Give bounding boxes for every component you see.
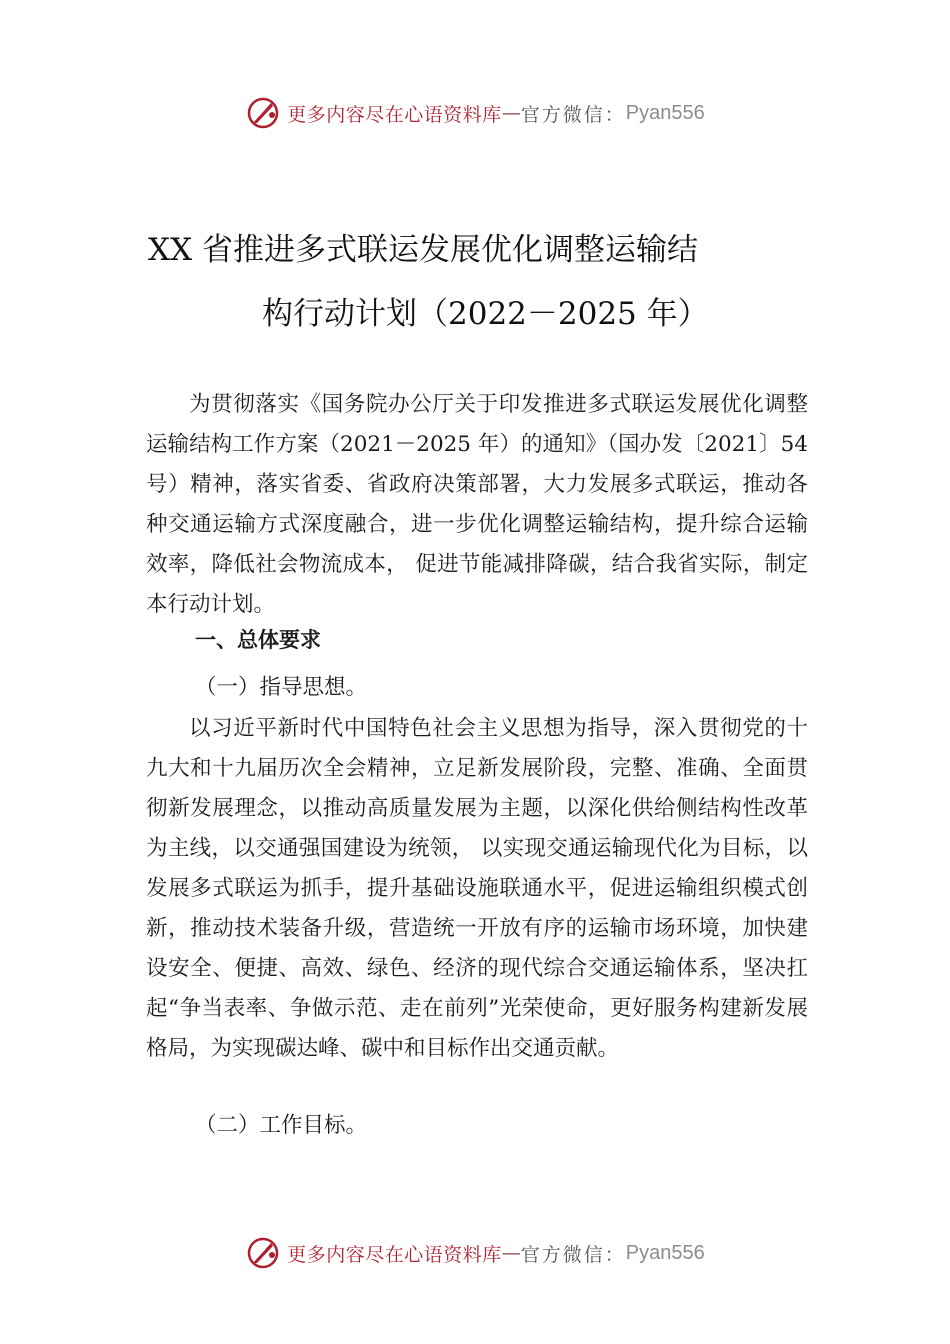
watermark-wechat-label: 官方微信： bbox=[520, 1243, 626, 1266]
section-heading-1: 一、总体要求 bbox=[195, 628, 321, 652]
pen-feather-logo-icon bbox=[245, 1235, 281, 1271]
intro-paragraph: 为贯彻落实《国务院办公厅关于印发推进多式联运发展优化调整运输结构工作方案（2021－2025 年）的通知》（国办发〔2021〕54 号）精神，落实省委、省政府决策部署，大力发展多式联运，推动各种交通运输方式深度融合，进一步优化调整运输结构，提升综合运输效率，降低社会物流成本， 促进节能减排降碳，结合我省实际，制定本行动计划。 bbox=[146, 392, 808, 617]
watermark-wechat-id: Pyan556 bbox=[625, 1241, 705, 1264]
intro-paragraph-block bbox=[146, 385, 808, 625]
header-watermark bbox=[0, 93, 950, 133]
guiding-thought-block bbox=[146, 709, 808, 1069]
document-title-line-1: XX 省推进多式联运发展优化调整运输结 bbox=[148, 232, 698, 268]
subheading-work-goals: （二）工作目标。 bbox=[195, 1113, 368, 1138]
watermark-dash: — bbox=[501, 1242, 521, 1264]
footer-watermark bbox=[0, 1233, 950, 1273]
watermark-wechat-id: Pyan556 bbox=[625, 101, 705, 124]
watermark-dash: — bbox=[501, 102, 521, 124]
pen-feather-logo-icon bbox=[245, 95, 281, 131]
watermark-wechat-label: 官方微信： bbox=[520, 103, 626, 126]
guiding-thought-paragraph: 以习近平新时代中国特色社会主义思想为指导，深入贯彻党的十九大和十九届历次全会精神，立足新发展阶段，完整、准确、全面贯彻新发展理念，以推动高质量发展为主题，以深化供给侧结构性改革为主线，以交通强国建设为统领， 以实现交通运输现代化为目标，以发展多式联运为抓手，提升基础设施联通水平，促进运输组织模式创新，推动技术装备升级，营造统一开放有序的运输市场环境，加快建设安全、便捷、高效、绿色、经济的现代综合交通运输体系，坚决扛起“争当表率、争做示范、走在前列”光荣使命，更好服务构建新发展格局，为实现碳达峰、碳中和目标作出交通贡献。 bbox=[146, 716, 808, 1061]
watermark-text: 更多内容尽在心语资料库 bbox=[287, 103, 502, 126]
subheading-guiding-thought: （一）指导思想。 bbox=[195, 675, 368, 700]
watermark-text: 更多内容尽在心语资料库 bbox=[287, 1243, 502, 1266]
document-title-line-2: 构行动计划（2022－2025 年） bbox=[262, 296, 709, 332]
